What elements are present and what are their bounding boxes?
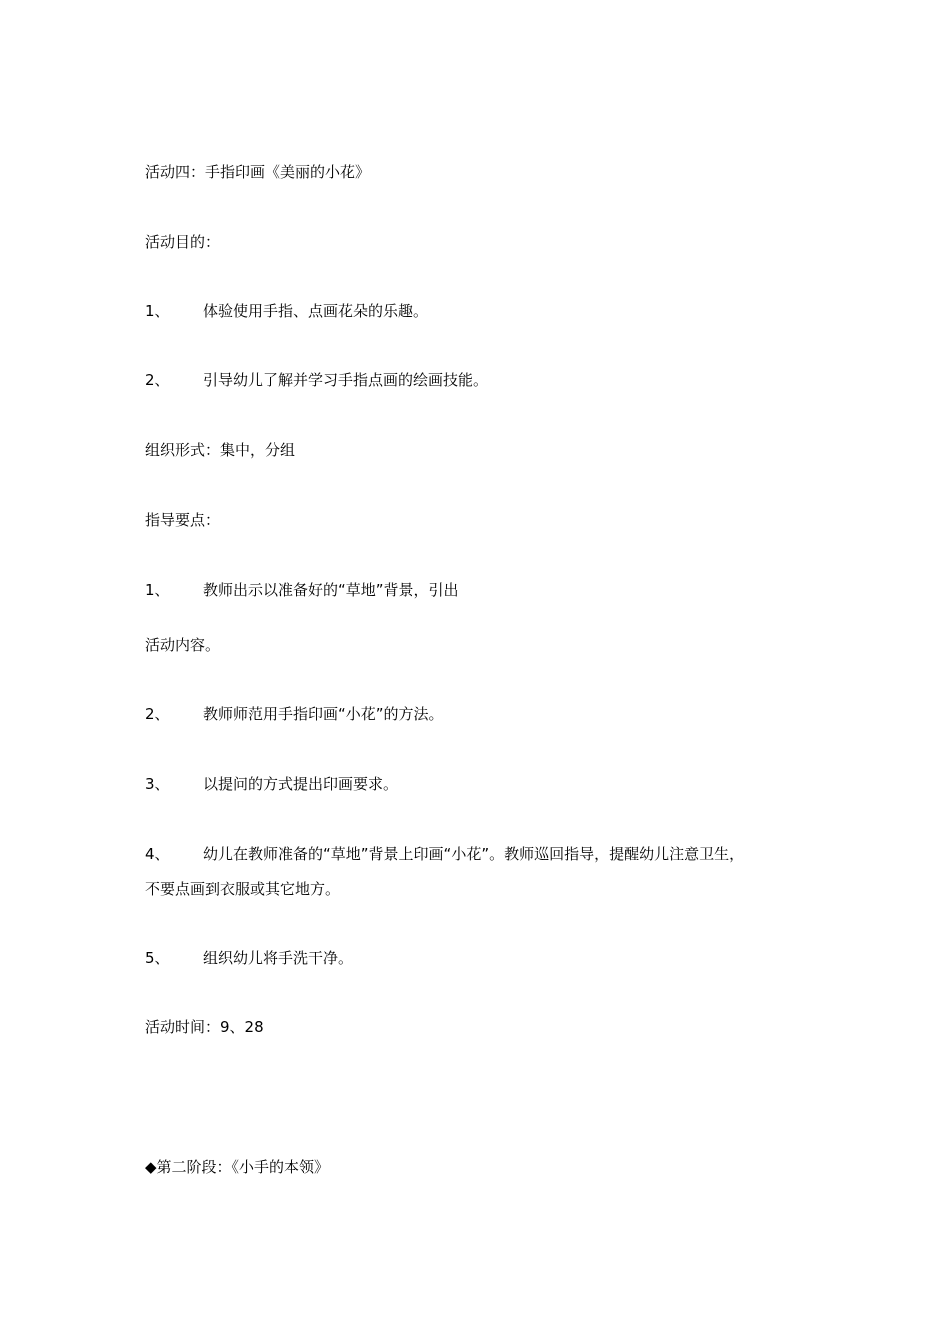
guidance-item-2-number: 2、 — [145, 705, 170, 723]
activity-time: 活动时间：9、28 — [145, 1018, 264, 1036]
goals-heading: 活动目的： — [145, 233, 221, 251]
guidance-item-5-text: 组织幼儿将手洗干净。 — [203, 949, 354, 967]
guidance-heading: 指导要点： — [145, 511, 221, 529]
guidance-item-1-text: 教师出示以准备好的“草地”背景，引出 — [203, 581, 459, 599]
goal-item-1-text: 体验使用手指、点画花朵的乐趣。 — [203, 302, 429, 320]
goal-item-1 — [145, 301, 428, 321]
guidance-item-1 — [145, 580, 459, 600]
goal-item-2 — [145, 370, 488, 390]
stage-heading: ◆第二阶段：《小手的本领》 — [145, 1158, 330, 1176]
guidance-item-2 — [145, 704, 444, 724]
guidance-item-4 — [145, 844, 744, 864]
guidance-item-1-continuation: 活动内容。 — [145, 636, 221, 654]
guidance-item-4-number: 4、 — [145, 845, 170, 863]
guidance-item-5-number: 5、 — [145, 949, 170, 967]
guidance-item-2-text: 教师师范用手指印画“小花”的方法。 — [203, 705, 444, 723]
organization-form: 组织形式：集中，分组 — [145, 441, 296, 459]
guidance-item-3-number: 3、 — [145, 775, 170, 793]
goal-item-1-number: 1、 — [145, 302, 170, 320]
activity-title: 活动四：手指印画《美丽的小花》 — [145, 163, 371, 181]
guidance-item-1-number: 1、 — [145, 581, 170, 599]
guidance-item-4-continuation: 不要点画到衣服或其它地方。 — [145, 880, 341, 898]
guidance-item-5 — [145, 948, 353, 968]
guidance-item-3 — [145, 774, 398, 794]
guidance-item-3-text: 以提问的方式提出印画要求。 — [203, 775, 399, 793]
guidance-item-4-text: 幼儿在教师准备的“草地”背景上印画“小花”。教师巡回指导，提醒幼儿注意卫生， — [203, 845, 745, 863]
goal-item-2-text: 引导幼儿了解并学习手指点画的绘画技能。 — [203, 371, 489, 389]
goal-item-2-number: 2、 — [145, 371, 170, 389]
